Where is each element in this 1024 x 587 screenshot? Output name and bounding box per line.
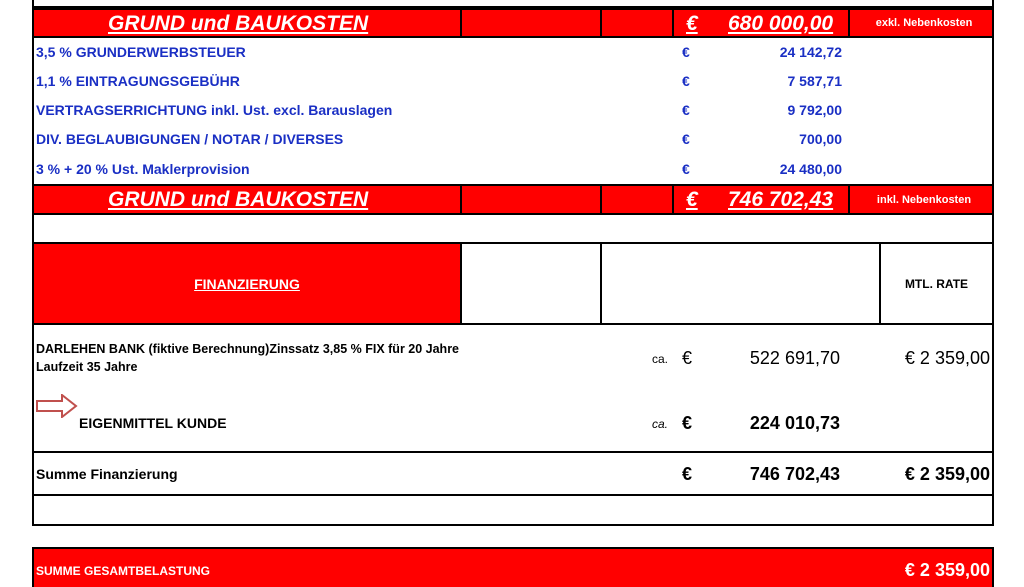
cost-currency: € xyxy=(682,73,690,89)
loan-monthly-rate: € 2 359,00 xyxy=(904,348,990,368)
finance-sum-row xyxy=(32,451,994,496)
cost-amount: 24 142,72 xyxy=(779,44,842,60)
finance-header-cell xyxy=(34,244,460,323)
cost-amount: 9 792,00 xyxy=(787,102,842,118)
finance-sum-rate: € 2 359,00 xyxy=(904,464,990,484)
cost-amount: 7 587,71 xyxy=(787,73,842,89)
equity-currency: € xyxy=(682,413,693,433)
cost-label-grunderwerbsteuer: 3,5 % GRUNDERWERBSTEUER xyxy=(36,44,246,60)
loan-ca: ca. xyxy=(652,352,669,366)
cost-amount: 700,00 xyxy=(799,131,842,147)
loan-currency: € xyxy=(682,348,693,368)
finance-body xyxy=(32,325,994,453)
cost-rows xyxy=(32,38,994,186)
header-title-inkl: GRUND und BAUKOSTEN xyxy=(108,188,369,211)
cost-label-vertragserrichtung: VERTRAGSERRICHTUNG inkl. Ust. excl. Barauslagen xyxy=(36,102,393,118)
equity-amount: 224 010,73 xyxy=(749,413,840,433)
cost-sheet xyxy=(32,0,994,580)
finance-sum-label: Summe Finanzierung xyxy=(36,466,178,482)
grand-total-rate: € 2 359,00 xyxy=(904,560,990,580)
finance-sum-amount: 746 702,43 xyxy=(749,464,840,484)
header-amount-exkl: 680 000,00 xyxy=(728,12,834,35)
equity-label: EIGENMITTEL KUNDE xyxy=(79,415,227,431)
monthly-rate-header: MTL. RATE xyxy=(904,277,969,291)
finance-sum-currency: € xyxy=(682,464,693,484)
note-exkl: exkl. Nebenkosten xyxy=(875,17,973,29)
header-row-exkl xyxy=(32,8,994,38)
cost-currency: € xyxy=(682,44,690,60)
spacer-row xyxy=(32,215,994,244)
header-amount-inkl: 746 702,43 xyxy=(728,188,834,211)
top-empty-row xyxy=(32,0,994,8)
loan-label-line2: Laufzeit 35 Jahre xyxy=(36,360,138,374)
loan-amount: 522 691,70 xyxy=(749,348,840,368)
header-row-inkl xyxy=(32,184,994,215)
grand-total-label: SUMME GESAMTBELASTUNG xyxy=(36,564,210,578)
cost-currency: € xyxy=(682,161,690,177)
cost-label-maklerprovision: 3 % + 20 % Ust. Maklerprovision xyxy=(36,161,250,177)
arrow-right-icon xyxy=(36,394,78,418)
loan-label-line1: DARLEHEN BANK (fiktive Berechnung)Zinssatz 3,85 % FIX für 20 Jahre xyxy=(36,342,460,356)
cost-label-beglaubigungen: DIV. BEGLAUBIGUNGEN / NOTAR / DIVERSES xyxy=(36,131,344,147)
header-title-exkl: GRUND und BAUKOSTEN xyxy=(108,12,369,35)
cost-currency: € xyxy=(682,131,690,147)
note-inkl: inkl. Nebenkosten xyxy=(876,194,972,206)
grand-total-row xyxy=(32,547,994,587)
cost-label-eintragungsgebuehr: 1,1 % EINTRAGUNGSGEBÜHR xyxy=(36,73,240,89)
euro-symbol: € xyxy=(686,12,698,35)
finance-header-label: FINANZIERUNG xyxy=(194,276,300,292)
cost-amount: 24 480,00 xyxy=(779,161,842,177)
finance-header-row xyxy=(32,242,994,325)
euro-symbol: € xyxy=(686,188,698,211)
empty-row xyxy=(32,494,994,526)
equity-ca: ca. xyxy=(652,417,669,431)
cost-currency: € xyxy=(682,102,690,118)
